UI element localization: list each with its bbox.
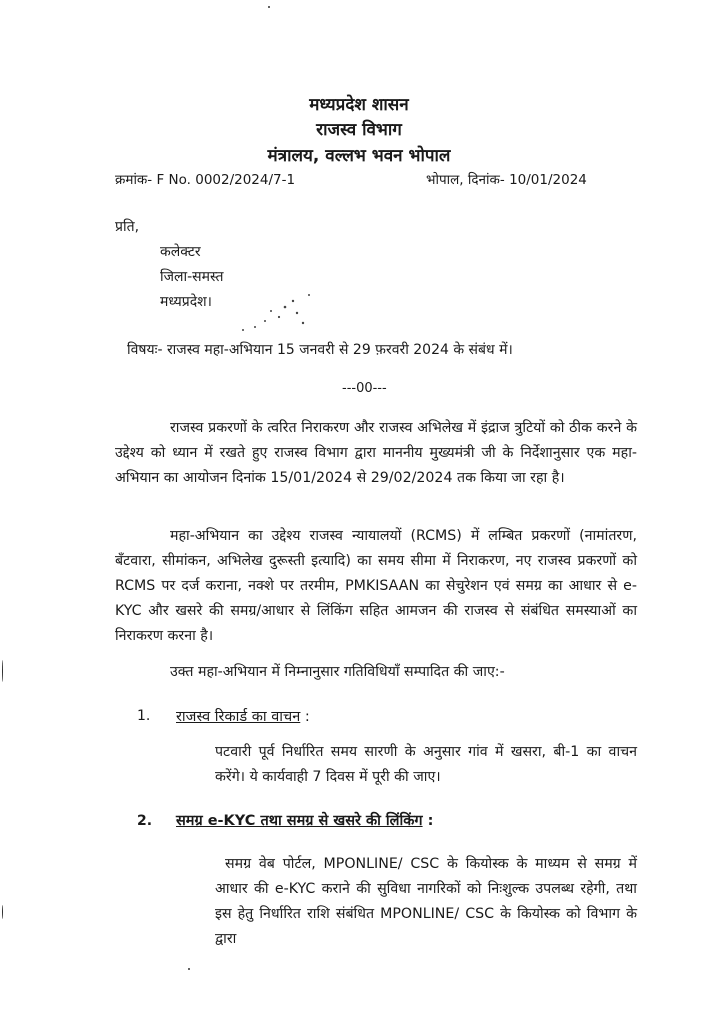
stamp-specks [235, 285, 325, 335]
separator: ---00--- [342, 381, 387, 396]
item-body: पटवारी पूर्व निर्धारित समय सारणी के अनुसार गांव में खसरा, बी-1 का वाचन करेंगे। ये कार्यवाही 7 दिवस में पूरी की जाए। [215, 744, 637, 785]
item-heading [176, 810, 433, 830]
govt-title: मध्यप्रदेश शासन [309, 95, 409, 115]
subject-line: विषयः- राजस्व महा-अभियान 15 जनवरी से 29 फ़रवरी 2024 के संबंध में। [127, 342, 513, 358]
item-number: 1. [137, 708, 151, 724]
item-number: 2. [137, 813, 153, 829]
addressee-prefix: प्रति, [115, 219, 140, 235]
item-title: राजस्व रिकार्ड का वाचन [176, 709, 301, 725]
office-address: मंत्रालय, वल्लभ भवन भोपाल [267, 146, 451, 166]
paragraph-activities-intro: उक्त महा-अभियान में निम्नानुसार गतिविधियाँ सम्पादित की जाए:- [170, 664, 505, 680]
scan-speck [268, 6, 270, 8]
item-title: समग्र e-KYC तथा समग्र से खसरे की लिंकिंग [176, 813, 423, 829]
item-heading [176, 706, 310, 726]
item-colon: : [422, 813, 434, 829]
scan-speck [188, 968, 190, 970]
addressee-line: जिला-समस्त [160, 269, 224, 285]
addressee-line: मध्यप्रदेश। [160, 294, 212, 310]
paragraph-objective: महा-अभियान का उद्देश्य राजस्व न्यायालयों (RCMS) में लम्बित प्रकरणों (नामांतरण, बँटवारा, सीमांकन, अभिलेख दुरूस्ती इत्यादि) का समय सीमा में निराकरण, नए राजस्व प्रकरणों को RCMS पर दर्ज कराना, नक्शे पर तरमीम, PMKISAAN का सेचुरेशन एवं समग्र का आधार से e-KYC और खसरे की समग्र/आधार से लिंकिंग सहित आमजन की राजस्व से संबंधित समस्याओं का निराकरण करना है। [115, 528, 637, 644]
addressee-line: कलेक्टर [160, 244, 201, 260]
item-body: समग्र वेब पोर्टल, MPONLINE/ CSC के कियोस्क के माध्यम से समग्र में आधार की e-KYC कराने की सुविधा नागरिकों को निःशुल्क उपलब्ध रहेगी, तथा इस हेतु निर्धारित राशि संबंधित MPONLINE/ CSC के कियोस्क को विभाग के द्वारा [215, 856, 637, 947]
scan-speck [2, 660, 3, 682]
item-colon: : [300, 709, 310, 725]
letter-date: भोपाल, दिनांक- 10/01/2024 [426, 172, 587, 188]
scan-speck [2, 905, 3, 919]
reference-number: क्रमांक- F No. 0002/2024/7-1 [115, 172, 296, 188]
paragraph-intro: राजस्व प्रकरणों के त्वरित निराकरण और राजस्व अभिलेख में इंद्राज त्रुटियों को ठीक करने के उद्देश्य को ध्यान में रखते हुए राजस्व विभाग द्वारा माननीय मुख्यमंत्री जी के निर्देशानुसार एक महा-अभियान का आयोजन दिनांक 15/01/2024 से 29/02/2024 तक किया जा रहा है। [115, 420, 637, 486]
department-title: राजस्व विभाग [316, 120, 402, 140]
